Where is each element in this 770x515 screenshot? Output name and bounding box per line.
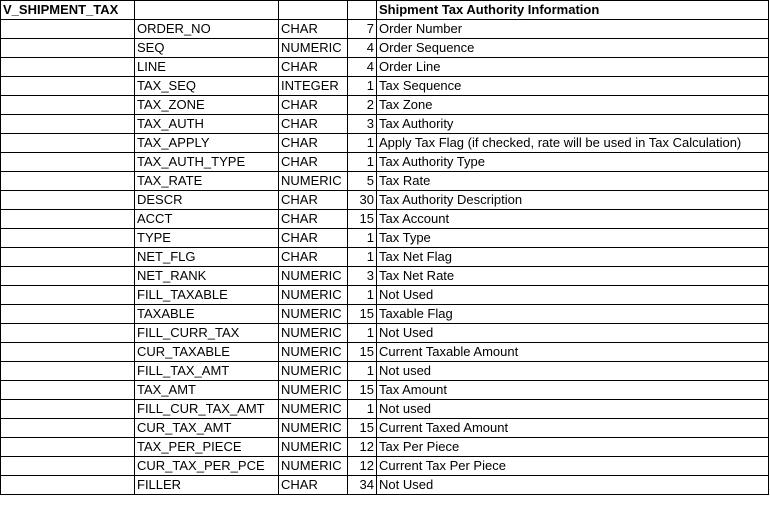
field-name-cell: TAX_PER_PIECE — [135, 438, 279, 457]
field-type-cell: NUMERIC — [279, 362, 348, 381]
field-type-cell: NUMERIC — [279, 343, 348, 362]
field-length-cell: 3 — [348, 115, 377, 134]
table-row — [1, 286, 769, 305]
field-length-cell: 5 — [348, 172, 377, 191]
table-row — [1, 39, 769, 58]
field-name-cell: NET_FLG — [135, 248, 279, 267]
field-description-cell: Tax Net Rate — [377, 267, 769, 286]
field-type-cell: NUMERIC — [279, 39, 348, 58]
table-row — [1, 210, 769, 229]
field-description-cell: Not Used — [377, 286, 769, 305]
field-type-cell: CHAR — [279, 191, 348, 210]
field-type-cell: NUMERIC — [279, 267, 348, 286]
field-name-cell: TAXABLE — [135, 305, 279, 324]
field-name-cell: TAX_ZONE — [135, 96, 279, 115]
field-description-cell: Current Tax Per Piece — [377, 457, 769, 476]
field-name-cell: TAX_AMT — [135, 381, 279, 400]
table-row — [1, 438, 769, 457]
field-length-cell: 7 — [348, 20, 377, 39]
field-length-cell: 1 — [348, 153, 377, 172]
table-body — [1, 1, 769, 495]
field-length-cell: 1 — [348, 286, 377, 305]
field-name-cell: TYPE — [135, 229, 279, 248]
table-title-cell: Shipment Tax Authority Information — [377, 1, 769, 20]
field-description-cell: Not used — [377, 362, 769, 381]
field-description-cell: Current Taxable Amount — [377, 343, 769, 362]
field-name-cell: TAX_AUTH_TYPE — [135, 153, 279, 172]
field-type-cell: NUMERIC — [279, 305, 348, 324]
table-cell — [1, 153, 135, 172]
table-cell — [1, 438, 135, 457]
table-row — [1, 77, 769, 96]
field-type-cell: NUMERIC — [279, 419, 348, 438]
table-cell — [1, 419, 135, 438]
field-name-cell: SEQ — [135, 39, 279, 58]
field-length-cell: 1 — [348, 77, 377, 96]
table-cell — [1, 305, 135, 324]
table-cell — [1, 267, 135, 286]
table-cell — [1, 286, 135, 305]
field-name-cell: FILL_CURR_TAX — [135, 324, 279, 343]
field-description-cell: Tax Rate — [377, 172, 769, 191]
field-length-cell: 3 — [348, 267, 377, 286]
field-type-cell: CHAR — [279, 96, 348, 115]
table-cell — [1, 476, 135, 495]
field-name-cell: DESCR — [135, 191, 279, 210]
table-cell — [1, 20, 135, 39]
field-description-cell: Tax Type — [377, 229, 769, 248]
table-row — [1, 191, 769, 210]
field-description-cell: Not used — [377, 400, 769, 419]
field-name-cell: FILL_TAXABLE — [135, 286, 279, 305]
field-description-cell: Tax Authority Description — [377, 191, 769, 210]
field-type-cell: CHAR — [279, 153, 348, 172]
field-type-cell: CHAR — [279, 210, 348, 229]
field-length-cell: 12 — [348, 457, 377, 476]
table-row — [1, 248, 769, 267]
field-type-cell: CHAR — [279, 20, 348, 39]
table-cell — [1, 457, 135, 476]
field-length-cell: 30 — [348, 191, 377, 210]
field-type-cell: INTEGER — [279, 77, 348, 96]
table-row — [1, 457, 769, 476]
table-row — [1, 20, 769, 39]
field-description-cell: Order Sequence — [377, 39, 769, 58]
field-length-cell: 1 — [348, 248, 377, 267]
field-length-cell: 15 — [348, 381, 377, 400]
field-length-cell: 34 — [348, 476, 377, 495]
field-name-cell: NET_RANK — [135, 267, 279, 286]
table-cell — [1, 77, 135, 96]
field-name-cell: FILL_TAX_AMT — [135, 362, 279, 381]
field-name-cell: TAX_SEQ — [135, 77, 279, 96]
field-name-cell: TAX_AUTH — [135, 115, 279, 134]
field-description-cell: Apply Tax Flag (if checked, rate will be used in Tax Calculation) — [377, 134, 769, 153]
table-row — [1, 115, 769, 134]
field-length-cell: 4 — [348, 58, 377, 77]
field-name-cell: CUR_TAXABLE — [135, 343, 279, 362]
table-row — [1, 400, 769, 419]
field-name-cell: FILLER — [135, 476, 279, 495]
field-type-cell: NUMERIC — [279, 172, 348, 191]
field-description-cell: Order Number — [377, 20, 769, 39]
empty-cell — [348, 1, 377, 20]
field-description-cell: Tax Authority — [377, 115, 769, 134]
table-cell — [1, 39, 135, 58]
table-row — [1, 381, 769, 400]
field-description-cell: Tax Per Piece — [377, 438, 769, 457]
table-cell — [1, 324, 135, 343]
table-row — [1, 476, 769, 495]
field-description-cell: Tax Zone — [377, 96, 769, 115]
empty-cell — [135, 1, 279, 20]
field-type-cell: NUMERIC — [279, 381, 348, 400]
header-row — [1, 1, 769, 20]
table-row — [1, 58, 769, 77]
table-row — [1, 267, 769, 286]
table-cell — [1, 248, 135, 267]
field-description-cell: Tax Authority Type — [377, 153, 769, 172]
table-cell — [1, 343, 135, 362]
table-cell — [1, 210, 135, 229]
field-type-cell: NUMERIC — [279, 438, 348, 457]
field-description-cell: Taxable Flag — [377, 305, 769, 324]
table-cell — [1, 96, 135, 115]
table-name-cell: V_SHIPMENT_TAX — [1, 1, 135, 20]
table-cell — [1, 58, 135, 77]
field-description-cell: Order Line — [377, 58, 769, 77]
table-row — [1, 305, 769, 324]
field-length-cell: 1 — [348, 229, 377, 248]
field-length-cell: 15 — [348, 343, 377, 362]
table-row — [1, 172, 769, 191]
field-type-cell: NUMERIC — [279, 400, 348, 419]
field-name-cell: ORDER_NO — [135, 20, 279, 39]
field-length-cell: 15 — [348, 210, 377, 229]
table-row — [1, 362, 769, 381]
table-row — [1, 96, 769, 115]
field-name-cell: TAX_APPLY — [135, 134, 279, 153]
field-length-cell: 2 — [348, 96, 377, 115]
field-name-cell: CUR_TAX_PER_PCE — [135, 457, 279, 476]
empty-cell — [279, 1, 348, 20]
field-type-cell: NUMERIC — [279, 324, 348, 343]
field-name-cell: FILL_CUR_TAX_AMT — [135, 400, 279, 419]
field-type-cell: NUMERIC — [279, 286, 348, 305]
table-row — [1, 419, 769, 438]
table-row — [1, 229, 769, 248]
field-description-cell: Current Taxed Amount — [377, 419, 769, 438]
field-name-cell: TAX_RATE — [135, 172, 279, 191]
field-length-cell: 15 — [348, 419, 377, 438]
table-cell — [1, 229, 135, 248]
field-length-cell: 1 — [348, 324, 377, 343]
field-type-cell: CHAR — [279, 229, 348, 248]
field-name-cell: LINE — [135, 58, 279, 77]
table-row — [1, 324, 769, 343]
field-type-cell: NUMERIC — [279, 457, 348, 476]
field-description-cell: Tax Sequence — [377, 77, 769, 96]
table-cell — [1, 172, 135, 191]
field-description-cell: Not Used — [377, 476, 769, 495]
field-length-cell: 1 — [348, 134, 377, 153]
field-type-cell: CHAR — [279, 134, 348, 153]
table-row — [1, 153, 769, 172]
field-type-cell: CHAR — [279, 58, 348, 77]
field-description-cell: Tax Amount — [377, 381, 769, 400]
field-description-cell: Tax Net Flag — [377, 248, 769, 267]
table-cell — [1, 362, 135, 381]
field-description-cell: Not Used — [377, 324, 769, 343]
table-cell — [1, 381, 135, 400]
field-length-cell: 12 — [348, 438, 377, 457]
field-name-cell: CUR_TAX_AMT — [135, 419, 279, 438]
field-type-cell: CHAR — [279, 115, 348, 134]
field-type-cell: CHAR — [279, 248, 348, 267]
field-length-cell: 15 — [348, 305, 377, 324]
table-cell — [1, 400, 135, 419]
field-length-cell: 4 — [348, 39, 377, 58]
field-type-cell: CHAR — [279, 476, 348, 495]
table-cell — [1, 115, 135, 134]
field-name-cell: ACCT — [135, 210, 279, 229]
field-length-cell: 1 — [348, 400, 377, 419]
table-row — [1, 343, 769, 362]
field-description-cell: Tax Account — [377, 210, 769, 229]
table-cell — [1, 134, 135, 153]
table-cell — [1, 191, 135, 210]
table-row — [1, 134, 769, 153]
field-length-cell: 1 — [348, 362, 377, 381]
